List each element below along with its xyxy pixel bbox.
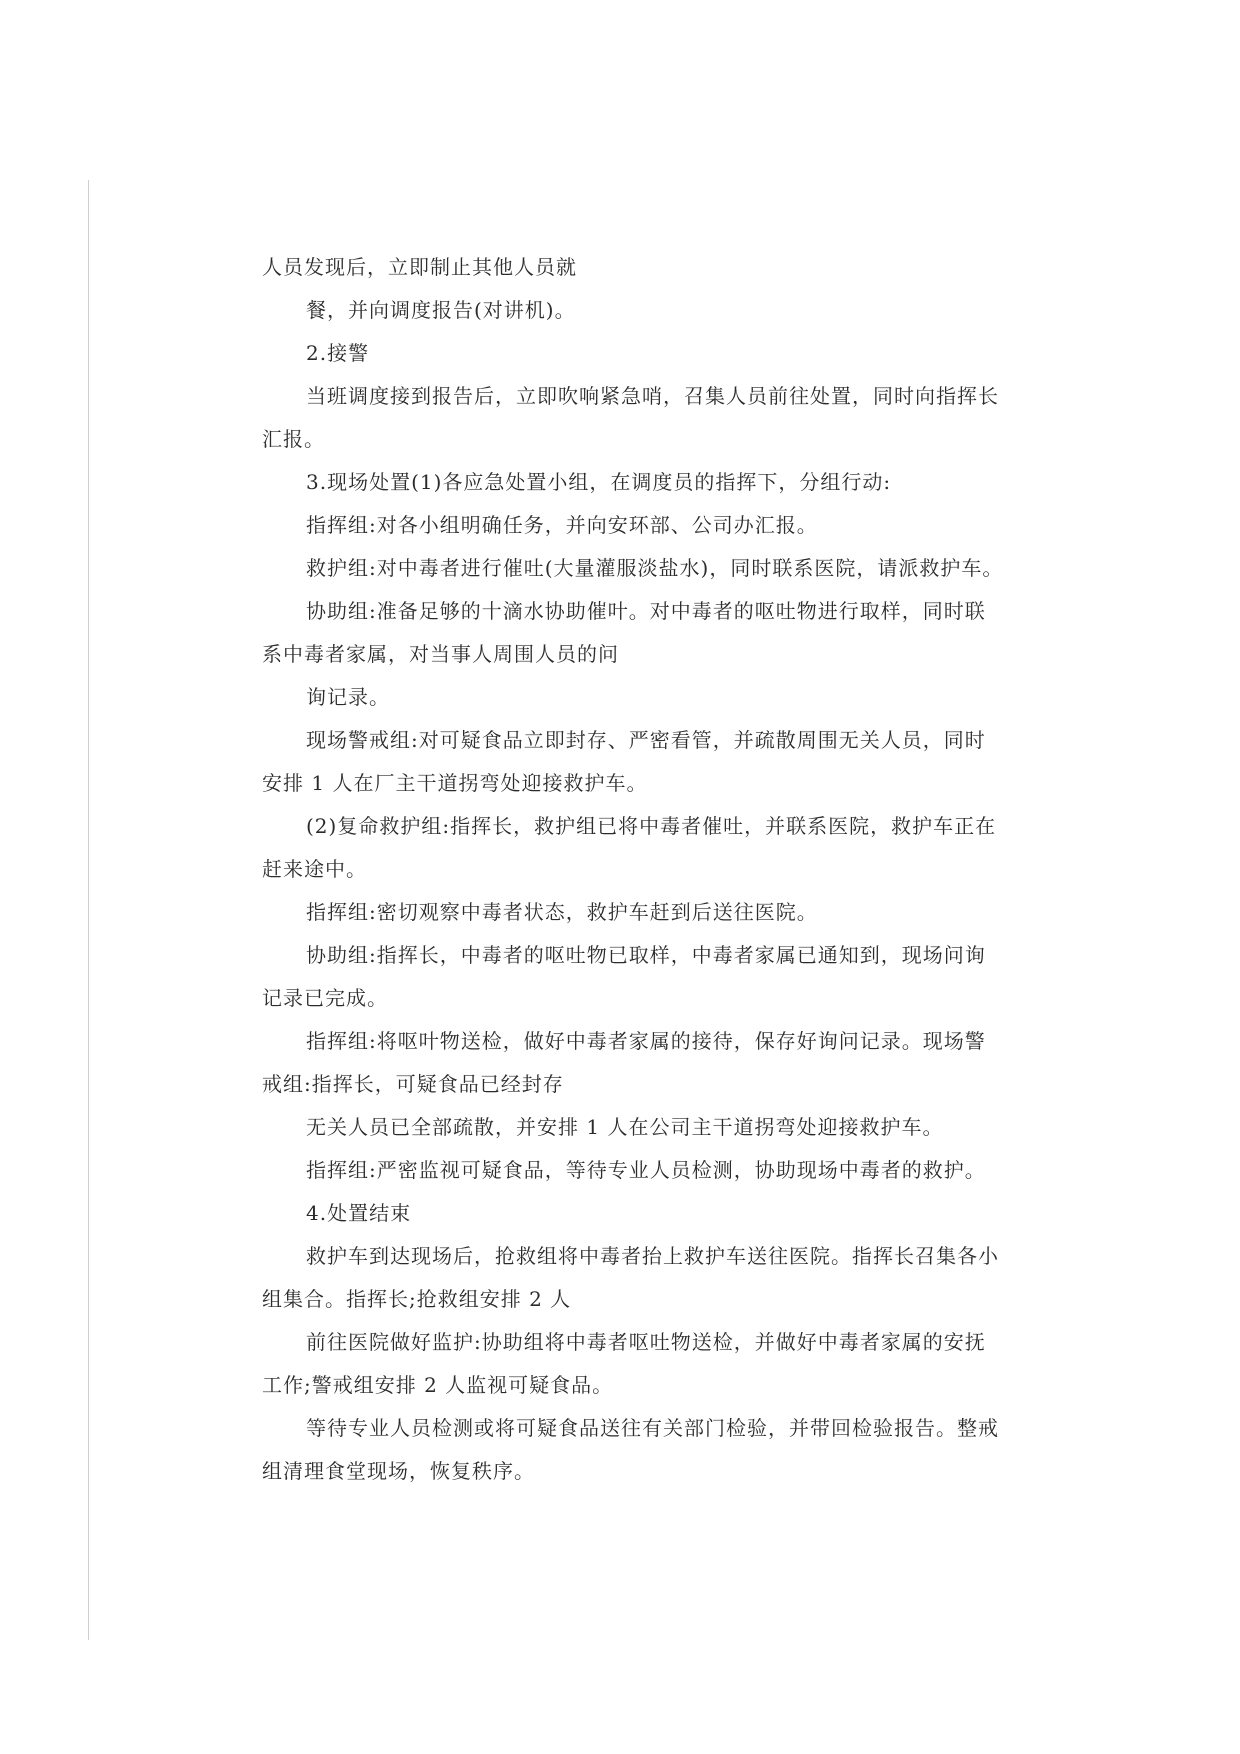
text-line: 记录已完成。 bbox=[262, 986, 388, 1010]
section-heading: 3.现场处置(1)各应急处置小组，在调度员的指挥下，分组行动: bbox=[306, 470, 892, 494]
text-line: 组集合。指挥长;抢救组安排 2 人 bbox=[262, 1287, 572, 1311]
text-line: 戒组:指挥长，可疑食品已经封存 bbox=[262, 1072, 564, 1096]
text-line: 组清理食堂现场，恢复秩序。 bbox=[262, 1459, 535, 1483]
text-line: 救护车到达现场后，抢救组将中毒者抬上救护车送往医院。指挥长召集各小 bbox=[306, 1244, 999, 1268]
text-line: 询记录。 bbox=[306, 685, 390, 709]
text-line: 汇报。 bbox=[262, 427, 325, 451]
section-heading: 2.接警 bbox=[306, 341, 370, 365]
text-line: 救护组:对中毒者进行催吐(大量灌服淡盐水)，同时联系医院，请派救护车。 bbox=[306, 556, 1004, 580]
text-line: 安排 1 人在厂主干道拐弯处迎接救护车。 bbox=[262, 771, 648, 795]
text-line: 协助组:指挥长，中毒者的呕吐物已取样，中毒者家属已通知到，现场问询 bbox=[306, 943, 986, 967]
text-line: 协助组:准备足够的十滴水协助催叶。对中毒者的呕吐物进行取样，同时联 bbox=[306, 599, 986, 623]
document-body bbox=[262, 246, 1032, 1493]
text-line: 指挥组:严密监视可疑食品，等待专业人员检测，协助现场中毒者的救护。 bbox=[306, 1158, 986, 1182]
text-line: 等待专业人员检测或将可疑食品送往有关部门检验，并带回检验报告。整戒 bbox=[306, 1416, 999, 1440]
text-line: 工作;警戒组安排 2 人监视可疑食品。 bbox=[262, 1373, 614, 1397]
text-line: 赶来途中。 bbox=[262, 857, 367, 881]
section-heading: 4.处置结束 bbox=[306, 1201, 412, 1225]
text-line: 指挥组:对各小组明确任务，并向安环部、公司办汇报。 bbox=[306, 513, 818, 537]
text-line: 指挥组:密切观察中毒者状态，救护车赶到后送往医院。 bbox=[306, 900, 818, 924]
scan-edge-line bbox=[88, 180, 89, 1640]
text-line: 人员发现后，立即制止其他人员就 bbox=[262, 255, 577, 279]
text-line: 前往医院做好监护:协助组将中毒者呕吐物送检，并做好中毒者家属的安抚 bbox=[306, 1330, 986, 1354]
text-line: 指挥组:将呕叶物送检，做好中毒者家属的接待，保存好询问记录。现场警 bbox=[306, 1029, 986, 1053]
text-line: 现场警戒组:对可疑食品立即封存、严密看管，并疏散周围无关人员，同时 bbox=[306, 728, 986, 752]
text-line: 当班调度接到报告后，立即吹响紧急哨，召集人员前往处置，同时向指挥长 bbox=[306, 384, 999, 408]
text-line: 无关人员已全部疏散，并安排 1 人在公司主干道拐弯处迎接救护车。 bbox=[306, 1115, 944, 1139]
text-line: 系中毒者家属，对当事人周围人员的问 bbox=[262, 642, 619, 666]
text-line: (2)复命救护组:指挥长，救护组已将中毒者催吐，并联系医院，救护车正在 bbox=[306, 814, 997, 838]
text-line: 餐，并向调度报告(对讲机)。 bbox=[306, 298, 576, 322]
